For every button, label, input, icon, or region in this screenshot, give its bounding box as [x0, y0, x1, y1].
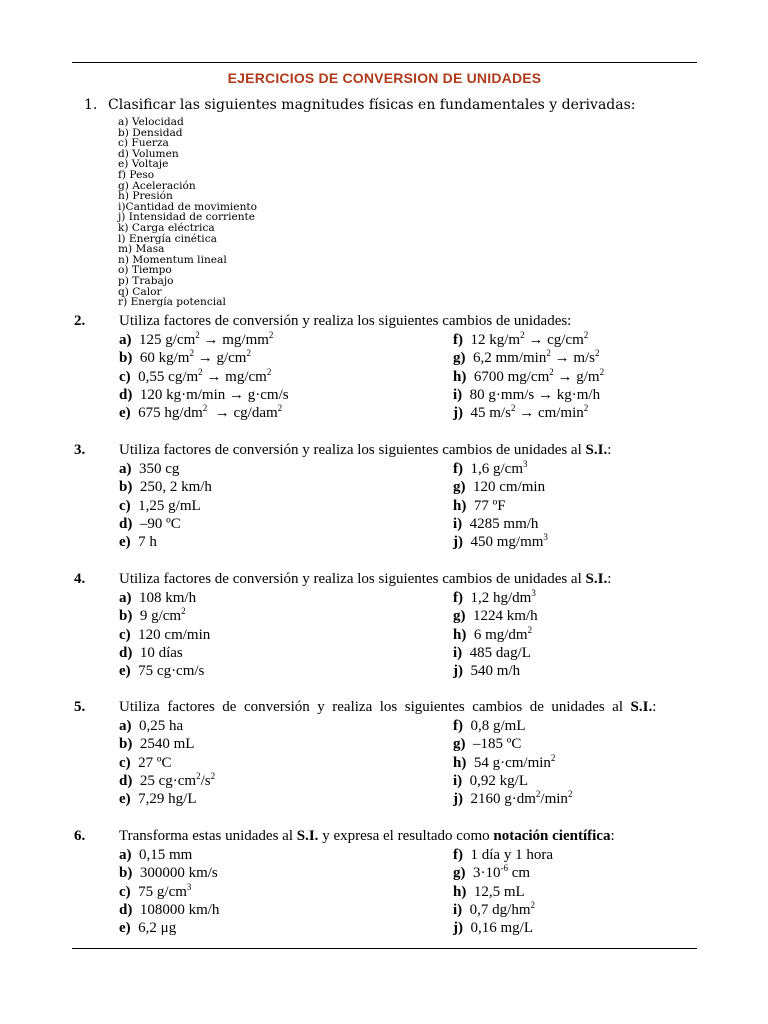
exercise-item	[453, 645, 531, 663]
item-letter: i)	[453, 386, 463, 403]
item-expression: 350 cg	[131, 461, 180, 477]
item-expression: $3\cdot 10^{-6}$ cm	[465, 863, 531, 882]
page-title: EJERCICIOS DE CONVERSION DE UNIDADES	[227, 70, 542, 86]
question-text: Utiliza factores de conversión y realiza los siguientes cambios de unidades al S.I.:	[119, 699, 657, 715]
item-expression: 6700 $mg/cm^2 \to g/m^2$	[466, 366, 605, 385]
bottom-rule	[72, 948, 697, 949]
exercise-item	[119, 332, 273, 350]
item-letter: g)	[453, 865, 466, 882]
question-text: Utiliza factores de conversión y realiza los siguientes cambios de unidades:	[119, 313, 572, 329]
exercise-item	[453, 773, 528, 791]
item-expression: 2540 mL	[132, 736, 195, 753]
exercise-item	[453, 624, 533, 645]
item-expression: –185 ºC	[465, 736, 522, 753]
item-letter: c)	[119, 883, 131, 900]
exercise-item	[119, 791, 197, 809]
question-number: 6.	[74, 828, 86, 844]
exercise-item	[119, 718, 183, 736]
item-expression: 0,16 mg/L	[463, 920, 533, 937]
item-expression: 120 cm/min	[465, 479, 546, 496]
item-expression: 120 kg·m/min → g·cm/s	[132, 386, 289, 403]
exercise-item	[453, 791, 572, 809]
item-expression: 540 m/h	[463, 663, 521, 680]
item-letter: c)	[119, 368, 131, 385]
item-expression: 6,2 μg	[130, 920, 177, 937]
item-expression: 120 cm/min	[130, 626, 211, 643]
magnitude-item: g) Aceleración	[118, 179, 196, 192]
item-letter: c)	[119, 754, 131, 771]
item-letter: e)	[119, 663, 131, 680]
item-letter: f)	[453, 718, 463, 734]
exercise-item	[453, 350, 600, 368]
exercise-item	[119, 516, 181, 534]
exercise-item	[453, 752, 556, 773]
item-expression: 7 h	[130, 534, 157, 551]
item-expression: 6 $mg/dm^2$	[466, 624, 533, 643]
item-expression: 12,5 mL	[466, 883, 525, 900]
item-letter: b)	[119, 350, 133, 367]
magnitudes-list	[118, 117, 257, 308]
exercise-item	[453, 590, 536, 608]
question-number: 2.	[74, 313, 86, 329]
exercise-item	[453, 884, 525, 902]
item-expression: 250, 2 km/h	[132, 479, 212, 496]
magnitude-item: a) Velocidad	[118, 116, 184, 128]
exercise-item	[453, 736, 521, 754]
item-letter: a)	[119, 718, 132, 734]
exercise-item	[453, 847, 553, 865]
item-expression: 54 $g\cdot cm/\min^2$	[466, 752, 556, 771]
exercise-item	[453, 663, 520, 681]
question-text: Clasificar las siguientes magnitudes físicas en fundamentales y derivadas:	[108, 97, 636, 113]
exercise-item	[119, 405, 282, 423]
item-expression: 300000 km/s	[132, 865, 218, 882]
item-letter: f)	[453, 847, 463, 863]
item-letter: g)	[453, 350, 466, 367]
magnitude-item: h) Presión	[118, 190, 173, 203]
magnitude-item: j) Intensidad de corriente	[118, 211, 256, 224]
exercise-item	[119, 920, 176, 938]
exercise-item	[453, 718, 526, 736]
item-letter: h)	[453, 883, 467, 900]
item-letter: e)	[119, 534, 131, 551]
exercise-item	[119, 627, 210, 645]
item-letter: g)	[453, 608, 466, 625]
item-letter: i)	[453, 644, 463, 661]
exercise-item	[119, 534, 157, 552]
magnitude-item: c) Fuerza	[118, 137, 169, 150]
magnitude-item: l) Energía cinética	[118, 232, 217, 245]
item-expression: 27 ºC	[130, 754, 172, 771]
magnitude-item: e) Voltaje	[118, 158, 169, 171]
item-letter: a)	[119, 461, 132, 477]
item-expression: 0,15 mm	[131, 847, 193, 863]
exercise-item	[119, 366, 272, 387]
question-number: 4.	[74, 571, 86, 587]
exercise-item	[119, 663, 204, 681]
exercise-item	[453, 332, 588, 350]
exercise-item	[453, 461, 528, 479]
magnitude-item: o) Tiempo	[118, 264, 172, 277]
item-letter: e)	[119, 405, 131, 422]
top-rule	[72, 62, 697, 63]
magnitude-item: q) Calor	[118, 285, 162, 298]
exercise-item	[119, 847, 192, 865]
item-expression: 75 cg·cm/s	[130, 663, 205, 680]
item-expression: 0,7 $dg/hm^2$	[462, 899, 536, 918]
item-letter: j)	[453, 534, 463, 551]
item-letter: b)	[119, 865, 133, 882]
item-expression: 77 ºF	[466, 497, 506, 514]
item-letter: d)	[119, 772, 133, 789]
item-expression: 2160 $g\cdot dm^2/\min^2$	[463, 789, 573, 808]
magnitude-item: i)Cantidad de movimiento	[118, 200, 258, 213]
question-text: Utiliza factores de conversión y realiza los siguientes cambios de unidades al S.I.:	[119, 571, 612, 587]
item-letter: e)	[119, 791, 131, 808]
question-number: 3.	[74, 442, 86, 458]
item-expression: 1 día y 1 hora	[463, 847, 553, 863]
item-letter: j)	[453, 791, 463, 808]
item-expression: 485 dag/L	[462, 644, 531, 661]
magnitude-item: r) Energía potencial	[118, 296, 226, 309]
exercise-item	[453, 366, 605, 387]
exercise-item	[453, 920, 533, 938]
exercise-item	[119, 350, 251, 368]
item-expression: 1,25 g/mL	[130, 497, 201, 514]
item-letter: g)	[453, 736, 466, 753]
item-letter: e)	[119, 920, 131, 937]
item-letter: c)	[119, 626, 131, 643]
item-expression: 0,55 $cg/m^2 \to mg/cm^2$	[130, 366, 272, 385]
exercise-item	[453, 387, 600, 405]
item-letter: g)	[453, 479, 466, 496]
item-expression: 9 $g/cm^2$	[132, 606, 186, 625]
item-letter: f)	[453, 332, 463, 348]
item-letter: d)	[119, 386, 133, 403]
item-expression: 25 $cg\cdot cm^2/s^2$	[132, 770, 216, 789]
exercise-item	[453, 534, 548, 552]
question-text: Transforma estas unidades al S.I. y expresa el resultado como notación científica:	[119, 828, 615, 844]
item-letter: b)	[119, 608, 133, 625]
item-expression: 12 $kg/m^2 \to cg/cm^2$	[463, 330, 589, 348]
exercise-item	[453, 899, 536, 920]
magnitude-item: b) Densidad	[118, 126, 183, 139]
item-letter: a)	[119, 332, 132, 348]
item-expression: 0,25 ha	[131, 718, 184, 734]
exercise-item	[119, 498, 201, 516]
item-letter: a)	[119, 590, 132, 606]
exercise-item	[119, 387, 289, 405]
item-expression: 125 $g/cm^2 \to mg/mm^2$	[131, 330, 274, 348]
magnitude-item: k) Carga eléctrica	[118, 221, 215, 234]
item-expression: 1,6 $g/cm^3$	[463, 459, 528, 477]
item-letter: i)	[453, 901, 463, 918]
exercise-item	[119, 902, 219, 920]
exercise-item	[453, 405, 588, 423]
item-expression: 80 g·mm/s → kg·m/h	[462, 386, 601, 403]
item-expression: 10 días	[132, 644, 183, 661]
item-expression: 45 $m/s^2 \to cm/\min^2$	[463, 403, 589, 422]
item-letter: h)	[453, 754, 467, 771]
item-expression: 108 km/h	[131, 590, 197, 606]
item-expression: 0,92 kg/L	[462, 772, 529, 789]
item-letter: i)	[453, 515, 463, 532]
exercise-item	[119, 590, 196, 608]
item-letter: d)	[119, 901, 133, 918]
item-expression: 108000 km/h	[132, 901, 220, 918]
exercise-item	[119, 865, 218, 883]
item-letter: j)	[453, 663, 463, 680]
item-letter: j)	[453, 405, 463, 422]
item-expression: 60 $kg/m^2 \to g/cm^2$	[132, 348, 251, 367]
question-text: Utiliza factores de conversión y realiza los siguientes cambios de unidades al S.I.:	[119, 442, 612, 458]
magnitude-item: f) Peso	[118, 168, 155, 181]
magnitude-item: d) Volumen	[118, 147, 179, 160]
item-letter: d)	[119, 515, 133, 532]
exercise-item	[119, 881, 192, 902]
exercise-item	[119, 755, 172, 773]
item-letter: a)	[119, 847, 132, 863]
question-1	[84, 97, 636, 113]
item-letter: j)	[453, 920, 463, 937]
exercise-item	[453, 865, 530, 883]
item-letter: h)	[453, 626, 467, 643]
exercise-item	[119, 479, 212, 497]
item-letter: h)	[453, 368, 467, 385]
item-expression: 675 $hg/dm^2 \to cg/dam^2$	[130, 403, 283, 422]
item-letter: f)	[453, 590, 463, 606]
magnitude-item: m) Masa	[118, 243, 165, 256]
item-expression: 0,8 g/mL	[463, 718, 526, 734]
magnitude-item: n) Momentum lineal	[118, 253, 227, 266]
item-letter: f)	[453, 461, 463, 477]
question-number: 5.	[74, 699, 86, 715]
exercise-item	[119, 608, 186, 626]
exercise-item	[119, 736, 194, 754]
item-letter: d)	[119, 644, 133, 661]
item-expression: 6,2 $mm/\min^2 \to m/s^2$	[465, 348, 600, 367]
magnitude-item: p) Trabajo	[118, 274, 174, 287]
item-expression: 1,2 $hg/dm^3$	[463, 588, 536, 606]
exercise-item	[453, 516, 538, 534]
item-letter: b)	[119, 479, 133, 496]
item-letter: c)	[119, 497, 131, 514]
exercise-item	[453, 608, 538, 626]
question-number: 1.	[84, 97, 98, 113]
item-letter: h)	[453, 497, 467, 514]
item-expression: 7,29 hg/L	[130, 791, 197, 808]
item-expression: 75 $g/cm^3$	[130, 881, 192, 900]
exercise-item	[119, 461, 179, 479]
exercise-item	[119, 770, 216, 791]
exercise-item	[119, 645, 183, 663]
item-letter: i)	[453, 772, 463, 789]
item-expression: 450 $mg/mm^3$	[463, 532, 548, 551]
item-letter: b)	[119, 736, 133, 753]
item-expression: 4285 mm/h	[462, 515, 539, 532]
exercise-item	[453, 498, 506, 516]
item-expression: 1224 km/h	[465, 608, 538, 625]
exercise-item	[453, 479, 545, 497]
item-expression: –90 ºC	[132, 515, 181, 532]
